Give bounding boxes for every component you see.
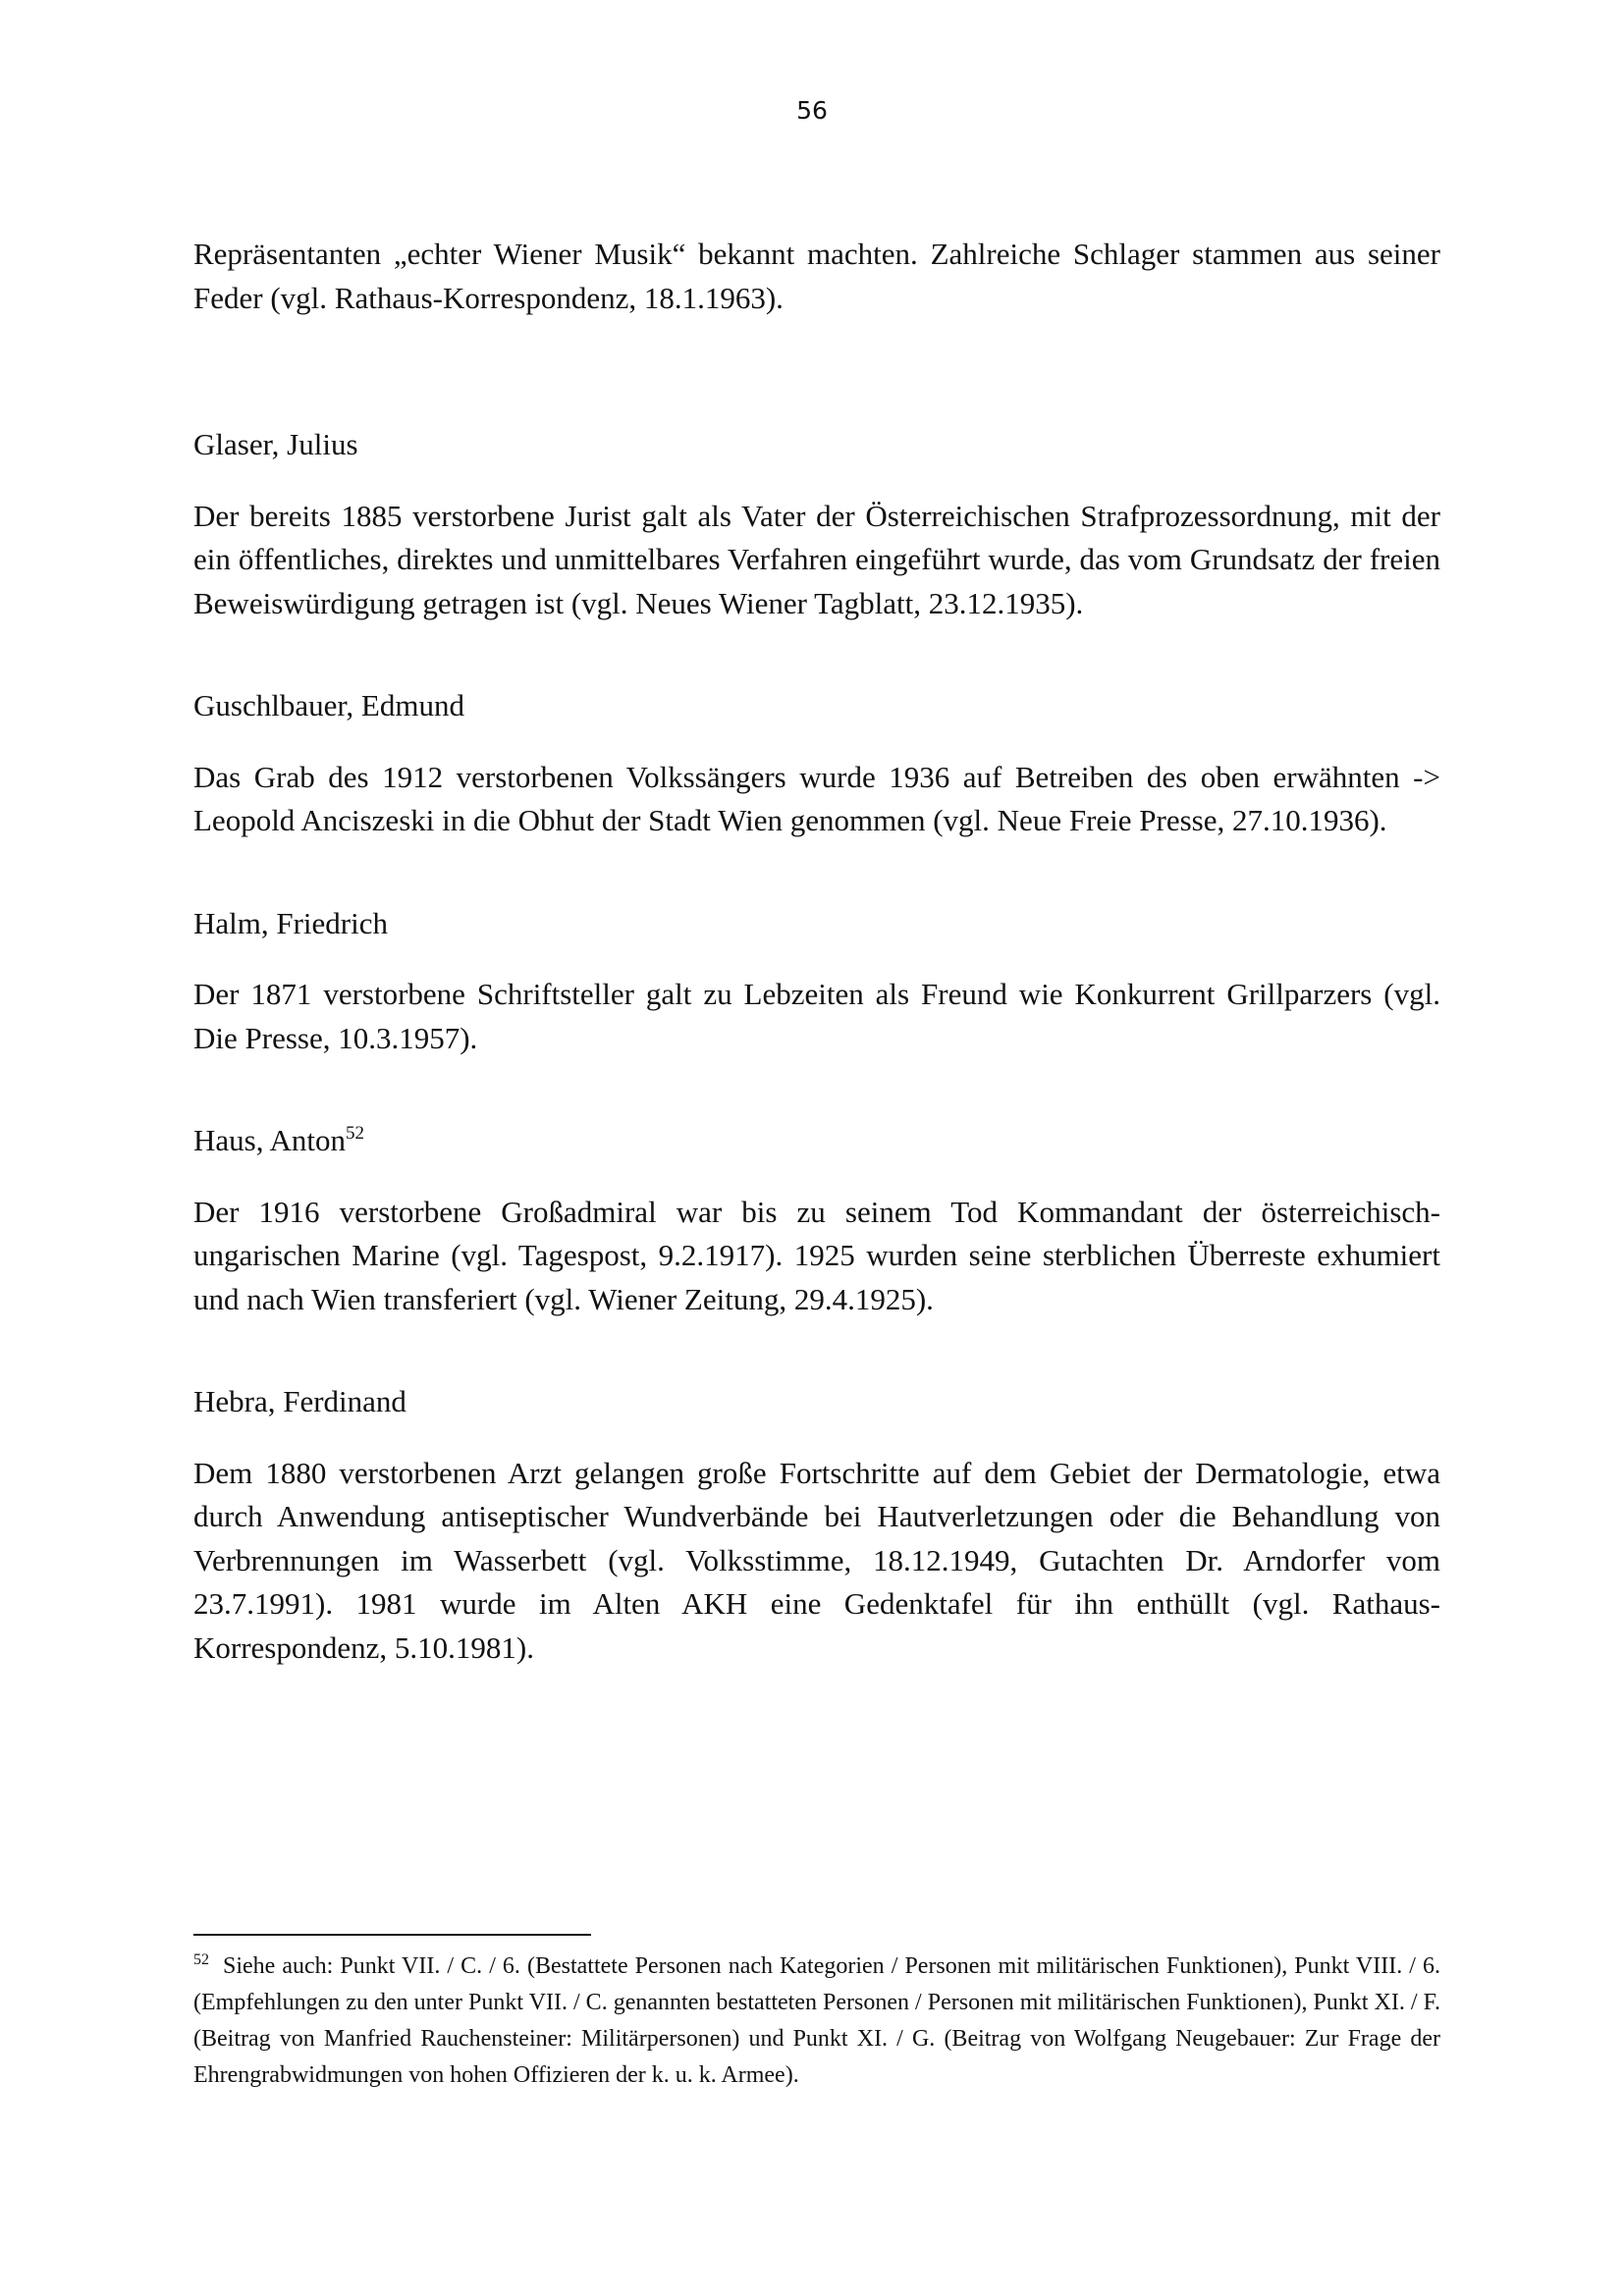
entry-heading-hebra: Hebra, Ferdinand [193,1384,406,1418]
entry-text-guschlbauer: Das Grab des 1912 verstorbenen Volkssängers wurde 1936 auf Betreiben des oben erwähnten -> Leopold Anciszeski in die Obhut der Stadt Wien genommen (vgl. Neue Freie Presse, 27.10.1936). [193,759,1440,837]
entry-text-glaser: Der bereits 1885 verstorbene Jurist galt als Vater der Österreichischen Strafprozessordnung, mit der ein öffentliches, direktes und unmittelbares Verfahren eingeführt wurde, das vom Grundsatz der freien Beweiswürdigung getragen ist (vgl. Neues Wiener Tagblatt, 23.12.1935). [193,498,1440,620]
footnote-text: Siehe auch: Punkt VII. / C. / 6. (Bestattete Personen nach Kategorien / Personen mit militärischen Funktionen), Punkt VIII. / 6. (Empfehlungen zu den unter Punkt VII. / C. genannten bestatteten Personen / Personen mit militärischen Funktionen), Punkt XI. / F. (Beitrag von Manfried Rauchensteiner: Militärpersonen) und Punkt XI. / G. (Beitrag von Wolfgang Neugebauer: Zur Frage der Ehrengrabwidmungen von hohen Offizieren der k. u. k. Armee). [193,1953,1440,2088]
page-number: 56 [796,96,828,125]
entry-heading-guschlbauer: Guschlbauer, Edmund [193,688,464,722]
footnote-number: 52 [193,1951,209,1968]
page-body [193,233,1440,1670]
footnote-separator [193,1934,591,1936]
entry-text-halm: Der 1871 verstorbene Schriftsteller galt zu Lebzeiten als Freund wie Konkurrent Grillparzers (vgl. Die Presse, 10.3.1957). [193,977,1440,1055]
entry-heading-glaser: Glaser, Julius [193,427,358,461]
footnote-reference[interactable]: 52 [346,1123,364,1144]
footnote [193,1949,1440,2094]
intro-paragraph: Repräsentanten „echter Wiener Musik“ bekannt machten. Zahlreiche Schlager stammen aus seiner Feder (vgl. Rathaus-Korrespondenz, 18.1.1963). [193,237,1440,315]
entry-heading-halm: Halm, Friedrich [193,905,389,940]
entry-heading-haus [193,1119,1440,1163]
entry-text-haus: Der 1916 verstorbene Großadmiral war bis zu seinem Tod Kommandant der österreichisch-ungarischen Marine (vgl. Tagespost, 9.2.1917). 1925 wurden seine sterblichen Überreste exhumiert und nach Wien transferiert (vgl. Wiener Zeitung, 29.4.1925). [193,1194,1440,1316]
entry-name-haus: Haus, Anton [193,1123,346,1157]
entry-text-hebra: Dem 1880 verstorbenen Arzt gelangen große Fortschritte auf dem Gebiet der Dermatologie, etwa durch Anwendung antiseptischer Wundverbände bei Hautverletzungen oder die Behandlung von Verbrennungen im Wasserbett (vgl. Volksstimme, 18.12.1949, Gutachten Dr. Arndorfer vom 23.7.1991). 1981 wurde im Alten AKH eine Gedenktafel für ihn enthüllt (vgl. Rathaus-Korrespondenz, 5.10.1981). [193,1455,1440,1665]
